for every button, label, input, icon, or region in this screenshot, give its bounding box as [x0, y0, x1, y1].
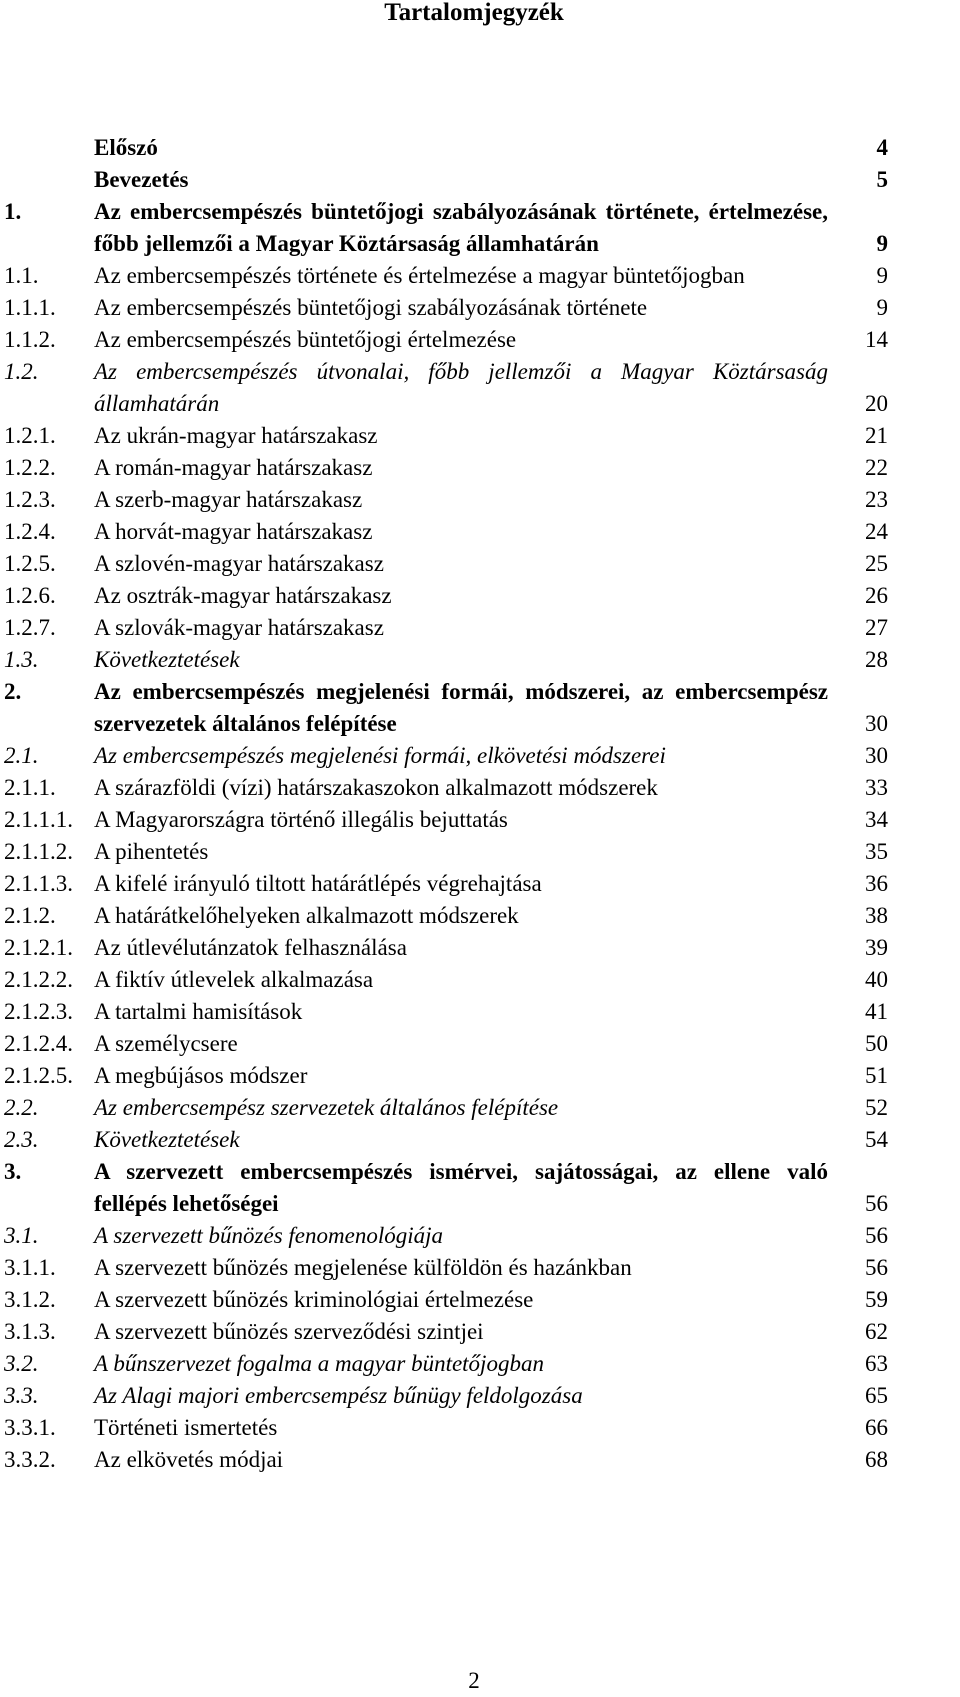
toc-entry-text: Az elkövetés módjai: [94, 1447, 284, 1472]
toc-entry-page: 56: [865, 1255, 888, 1280]
toc-entry-page: 54: [865, 1127, 888, 1152]
toc-entry-text: A bűnszervezet fogalma a magyar büntetőjogban: [94, 1351, 544, 1376]
toc-entry[interactable]: [0, 1316, 960, 1348]
toc-entry-page: 23: [865, 487, 888, 512]
toc-entry-number: 1.3.: [4, 647, 39, 672]
toc-entry-page: 22: [865, 455, 888, 480]
toc-entry[interactable]: [0, 900, 960, 932]
toc-entry[interactable]: [0, 1348, 960, 1380]
toc-entry-number: 3.1.2.: [4, 1287, 56, 1312]
toc-entry-text: A szlovén-magyar határszakasz: [94, 551, 384, 576]
toc-entry-text: Az embercsempészés útvonalai, főbb jellemzői a Magyar Köztársaság államhatárán: [94, 359, 828, 416]
toc-entry[interactable]: [0, 676, 960, 740]
toc-entry[interactable]: [0, 580, 960, 612]
toc-entry[interactable]: [0, 964, 960, 996]
toc-entry-page: 25: [865, 551, 888, 576]
toc-entry-number: 2.2.: [4, 1095, 39, 1120]
toc-entry[interactable]: [0, 740, 960, 772]
toc-entry[interactable]: [0, 644, 960, 676]
toc-entry-number: 1.2.4.: [4, 519, 56, 544]
toc-entry-text: A megbújásos módszer: [94, 1063, 308, 1088]
toc-entry-page: 26: [865, 583, 888, 608]
toc-entry-page: 5: [876, 167, 888, 192]
toc-entry-number: 2.1.1.3.: [4, 871, 73, 896]
toc-entry[interactable]: [0, 868, 960, 900]
page-number: 2: [468, 1668, 480, 1693]
toc-entry[interactable]: [0, 1028, 960, 1060]
toc-entry-page: 36: [865, 871, 888, 896]
toc-entry-page: 28: [865, 647, 888, 672]
toc-entry-page: 30: [865, 711, 888, 736]
toc-entry-number: 3.1.3.: [4, 1319, 56, 1344]
toc-entry-text: Az embercsempészés büntetőjogi szabályozásának története, értelmezése, főbb jellemzői a Magyar Köztársaság államhatárán: [94, 199, 828, 256]
toc-entry-number: 1.2.1.: [4, 423, 56, 448]
toc-entry-page: 62: [865, 1319, 888, 1344]
toc-entry-text: A szárazföldi (vízi) határszakaszokon alkalmazott módszerek: [94, 775, 658, 800]
toc-entry-page: 4: [876, 135, 888, 160]
toc-entry-number: 1.2.6.: [4, 583, 56, 608]
toc-entry-page: 39: [865, 935, 888, 960]
toc-entry-page: 21: [865, 423, 888, 448]
toc-entry-page: 41: [865, 999, 888, 1024]
toc-entry-number: 2.1.1.: [4, 775, 56, 800]
toc-entry[interactable]: [0, 836, 960, 868]
toc-entry-page: 63: [865, 1351, 888, 1376]
toc-entry-page: 24: [865, 519, 888, 544]
toc-entry[interactable]: [0, 1220, 960, 1252]
toc-entry-page: 20: [865, 391, 888, 416]
toc-entry[interactable]: [0, 1156, 960, 1220]
toc-entry-page: 30: [865, 743, 888, 768]
toc-entry-number: 2.1.2.1.: [4, 935, 73, 960]
toc-entry-number: 2.: [4, 679, 22, 704]
toc-entry[interactable]: [0, 356, 960, 420]
toc-entry[interactable]: [0, 260, 960, 292]
toc-entry-number: 2.3.: [4, 1127, 39, 1152]
toc-entry[interactable]: [0, 548, 960, 580]
toc-entry-page: 66: [865, 1415, 888, 1440]
toc-entry-page: 59: [865, 1287, 888, 1312]
toc-entry-number: 3.3.1.: [4, 1415, 56, 1440]
toc-entry-number: 2.1.2.: [4, 903, 56, 928]
toc-entry-text: A szervezett bűnözés szerveződési szintjei: [94, 1319, 484, 1344]
toc-entry-text: A személycsere: [94, 1031, 238, 1056]
toc-entry[interactable]: [0, 1060, 960, 1092]
toc-entry-text: A fiktív útlevelek alkalmazása: [94, 967, 374, 992]
toc-entry-number: 3.1.: [4, 1223, 39, 1248]
toc-entry-number: 2.1.2.5.: [4, 1063, 73, 1088]
toc-entry-text: Az osztrák-magyar határszakasz: [94, 583, 392, 608]
toc-entry-text: Előszó: [94, 135, 158, 160]
toc-entry-text: Az embercsempészés büntetőjogi szabályozásának története: [94, 295, 648, 320]
toc-entry-number: 1.: [4, 199, 22, 224]
table-of-contents: [0, 132, 960, 1476]
toc-entry-text: Az útlevélutánzatok felhasználása: [94, 935, 407, 960]
toc-entry-number: 2.1.1.2.: [4, 839, 73, 864]
toc-entry-number: 1.1.2.: [4, 327, 56, 352]
toc-entry-text: Az embercsempészés története és értelmezése a magyar büntetőjogban: [94, 263, 745, 288]
toc-entry-text: Az embercsempészés megjelenési formái, elkövetési módszerei: [94, 743, 666, 768]
toc-entry-text: A szlovák-magyar határszakasz: [94, 615, 384, 640]
toc-entry[interactable]: [0, 292, 960, 324]
toc-entry-number: 3.3.: [4, 1383, 39, 1408]
toc-entry[interactable]: [0, 420, 960, 452]
toc-entry-number: 2.1.1.1.: [4, 807, 73, 832]
toc-entry-number: 1.2.3.: [4, 487, 56, 512]
toc-entry[interactable]: [0, 932, 960, 964]
toc-entry-number: 1.2.: [4, 359, 39, 384]
toc-entry-number: 1.2.2.: [4, 455, 56, 480]
toc-entry-page: 9: [876, 295, 888, 320]
toc-entry-text: Az embercsempészés büntetőjogi értelmezése: [94, 327, 517, 352]
toc-entry-text: A szervezett bűnözés megjelenése külföldön és hazánkban: [94, 1255, 632, 1280]
toc-entry-text: A horvát-magyar határszakasz: [94, 519, 373, 544]
toc-entry-text: Az embercsempészés megjelenési formái, módszerei, az embercsempész szervezetek általános felépítése: [94, 679, 828, 736]
toc-entry-number: 1.1.: [4, 263, 39, 288]
toc-entry[interactable]: [0, 1252, 960, 1284]
toc-entry[interactable]: [0, 996, 960, 1028]
toc-entry-text: A szervezett embercsempészés ismérvei, sajátosságai, az ellene való fellépés lehetőségei: [94, 1159, 828, 1216]
toc-entry-text: A szervezett bűnözés fenomenológiája: [94, 1223, 443, 1248]
toc-entry[interactable]: [0, 452, 960, 484]
toc-entry[interactable]: [0, 484, 960, 516]
toc-entry-text: A pihentetés: [94, 839, 209, 864]
toc-entry-page: 52: [865, 1095, 888, 1120]
toc-entry-number: 1.2.5.: [4, 551, 56, 576]
toc-entry-text: A román-magyar határszakasz: [94, 455, 373, 480]
toc-entry-text: Az ukrán-magyar határszakasz: [94, 423, 378, 448]
toc-entry[interactable]: [0, 164, 960, 196]
toc-entry-text: Következtetések: [94, 647, 240, 672]
toc-entry-page: 9: [876, 263, 888, 288]
toc-entry[interactable]: [0, 1284, 960, 1316]
toc-entry[interactable]: [0, 516, 960, 548]
toc-entry-number: 3.: [4, 1159, 22, 1184]
toc-entry-text: A Magyarországra történő illegális bejuttatás: [94, 807, 508, 832]
toc-entry[interactable]: [0, 1380, 960, 1412]
toc-entry-page: 27: [865, 615, 888, 640]
toc-entry-page: 50: [865, 1031, 888, 1056]
toc-entry[interactable]: [0, 1444, 960, 1476]
toc-entry-page: 14: [865, 327, 888, 352]
toc-entry-page: 68: [865, 1447, 888, 1472]
toc-entry[interactable]: [0, 1412, 960, 1444]
toc-entry-number: 2.1.2.4.: [4, 1031, 73, 1056]
toc-entry-page: 40: [865, 967, 888, 992]
toc-entry-number: 2.1.2.2.: [4, 967, 73, 992]
toc-entry-page: 56: [865, 1191, 888, 1216]
toc-entry[interactable]: [0, 196, 960, 260]
toc-entry[interactable]: [0, 612, 960, 644]
toc-entry[interactable]: [0, 772, 960, 804]
toc-entry-number: 2.1.2.3.: [4, 999, 73, 1024]
toc-entry-number: 3.2.: [4, 1351, 39, 1376]
toc-entry[interactable]: [0, 132, 960, 164]
toc-entry-number: 2.1.: [4, 743, 39, 768]
toc-entry-text: Az Alagi majori embercsempész bűnügy feldolgozása: [94, 1383, 583, 1408]
toc-entry-text: A határátkelőhelyeken alkalmazott módszerek: [94, 903, 519, 928]
toc-entry-number: 3.3.2.: [4, 1447, 56, 1472]
toc-entry[interactable]: [0, 1124, 960, 1156]
toc-entry-page: 51: [865, 1063, 888, 1088]
toc-entry-page: 35: [865, 839, 888, 864]
toc-entry[interactable]: [0, 324, 960, 356]
toc-entry-page: 34: [865, 807, 888, 832]
toc-title: Tartalomjegyzék: [384, 0, 564, 26]
toc-entry-text: A szervezett bűnözés kriminológiai értelmezése: [94, 1287, 534, 1312]
toc-entry-text: Következtetések: [94, 1127, 240, 1152]
toc-entry-number: 1.2.7.: [4, 615, 56, 640]
toc-entry-page: 65: [865, 1383, 888, 1408]
toc-entry-number: 3.1.1.: [4, 1255, 56, 1280]
toc-entry-page: 38: [865, 903, 888, 928]
toc-entry-number: 1.1.1.: [4, 295, 56, 320]
toc-entry-text: A tartalmi hamisítások: [94, 999, 303, 1024]
toc-entry-page: 56: [865, 1223, 888, 1248]
toc-entry[interactable]: [0, 1092, 960, 1124]
toc-entry-page: 33: [865, 775, 888, 800]
toc-entry-text: A kifelé irányuló tiltott határátlépés végrehajtása: [94, 871, 542, 896]
toc-entry-text: Történeti ismertetés: [94, 1415, 278, 1440]
toc-entry-page: 9: [876, 231, 888, 256]
toc-entry-text: Bevezetés: [94, 167, 189, 192]
toc-entry-text: A szerb-magyar határszakasz: [94, 487, 363, 512]
toc-entry-text: Az embercsempész szervezetek általános felépítése: [94, 1095, 559, 1120]
toc-entry[interactable]: [0, 804, 960, 836]
